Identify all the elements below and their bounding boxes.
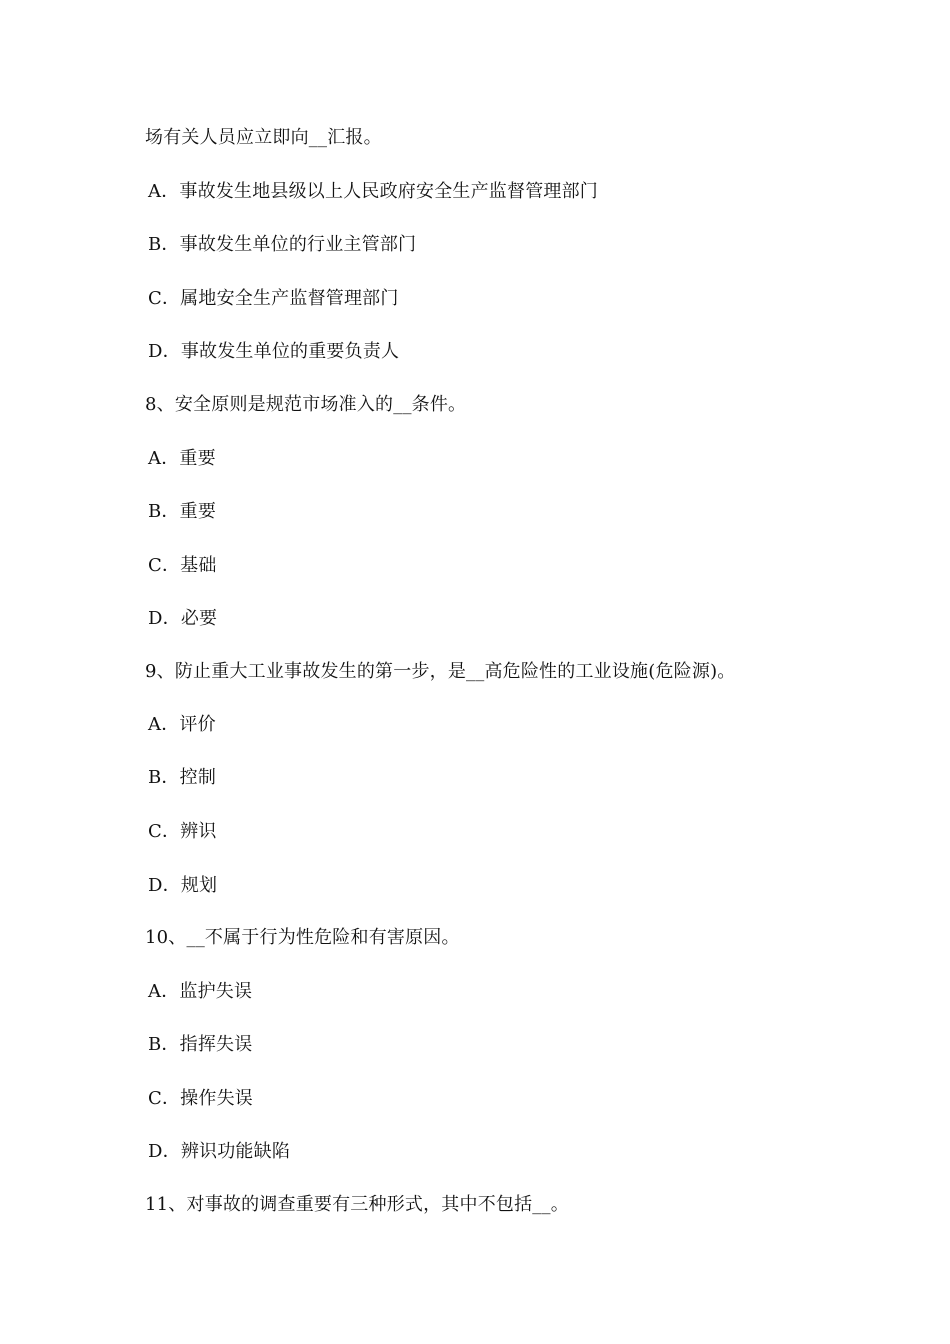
question-7-option-b: B．事故发生单位的行业主管部门 xyxy=(148,234,417,255)
question-7-option-d: D．事故发生单位的重要负责人 xyxy=(148,341,400,362)
question-8-option-c: C．基础 xyxy=(148,555,217,576)
question-7-option-a: A．事故发生地县级以上人民政府安全生产监督管理部门 xyxy=(148,181,598,202)
question-9-option-d: D．规划 xyxy=(148,875,218,896)
question-10-option-d: D．辨识功能缺陷 xyxy=(148,1141,291,1162)
question-7-option-c: C．属地安全生产监督管理部门 xyxy=(148,288,399,309)
question-8-text: 8、安全原则是规范市场准入的__条件。 xyxy=(145,394,467,415)
question-8-option-d: D．必要 xyxy=(148,608,218,629)
question-10-text: 10、__不属于行为性危险和有害原因。 xyxy=(145,927,460,948)
question-9-text: 9、防止重大工业事故发生的第一步，是__高危险性的工业设施(危险源)。 xyxy=(145,661,736,682)
question-9-option-b: B．控制 xyxy=(148,767,217,788)
question-11-text: 11、对事故的调查重要有三种形式，其中不包括__。 xyxy=(145,1194,569,1215)
question-9-option-a: A．评价 xyxy=(148,714,216,735)
question-8-option-b: B．重要 xyxy=(148,501,217,522)
question-10-option-b: B．指挥失误 xyxy=(148,1034,253,1055)
question-10-option-a: A．监护失误 xyxy=(148,981,253,1002)
question-9-option-c: C．辨识 xyxy=(148,821,217,842)
question-8-option-a: A．重要 xyxy=(148,448,216,469)
question-7-continuation: 场有关人员应立即向__汇报。 xyxy=(145,127,382,148)
question-10-option-c: C．操作失误 xyxy=(148,1088,253,1109)
